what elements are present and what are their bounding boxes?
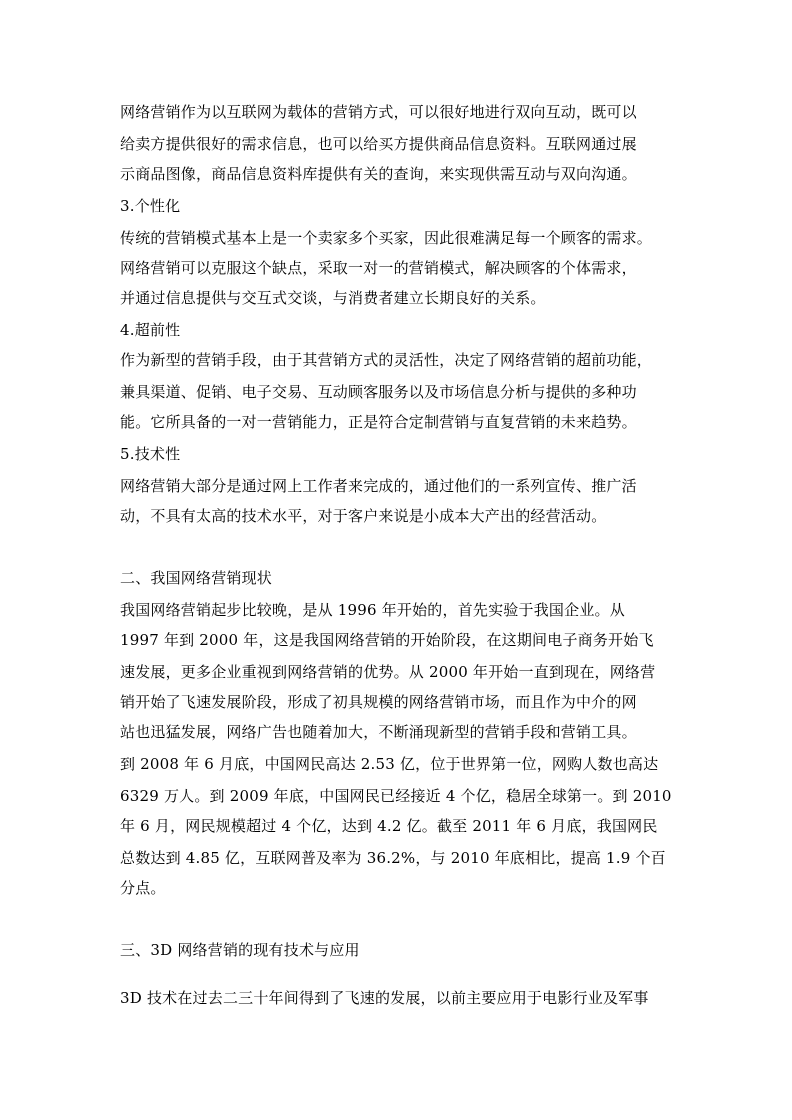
- paragraph-line: 网络营销大部分是通过网上工作者来完成的，通过他们的一系列宣传、推广活: [120, 477, 637, 495]
- paragraph-line: 年 6 月，网民规模超过 4 个亿，达到 4.2 亿。截至 2011 年 6 月底，我国网民: [120, 817, 658, 835]
- paragraph-line: 速发展，更多企业重视到网络营销的优势。从 2000 年开始一直到现在，网络营: [120, 663, 656, 681]
- paragraph-line: 并通过信息提供与交互式交谈，与消费者建立长期良好的关系。: [120, 289, 546, 307]
- paragraph-line: 我国网络营销起步比较晚，是从 1996 年开始的，首先实验于我国企业。从: [120, 601, 625, 619]
- paragraph-line: 总数达到 4.85 亿，互联网普及率为 36.2%，与 2010 年底相比，提高 1.9 个百: [120, 849, 666, 867]
- paragraph-line: 分点。: [120, 879, 166, 897]
- paragraph-line: 到 2008 年 6 月底，中国网民高达 2.53 亿，位于世界第一位，网购人数也高达: [120, 755, 659, 773]
- paragraph-line: 作为新型的营销手段，由于其营销方式的灵活性，决定了网络营销的超前功能，: [120, 351, 653, 369]
- paragraph-line: 兼具渠道、促销、电子交易、互动顾客服务以及市场信息分析与提供的多种功: [120, 383, 637, 401]
- paragraph-line: 示商品图像，商品信息资料库提供有关的查询，来实现供需互动与双向沟通。: [120, 165, 637, 183]
- paragraph-line: 站也迅猛发展，网络广告也随着加大，不断涌现新型的营销手段和营销工具。: [120, 723, 637, 741]
- chapter-heading: 三、3D 网络营销的现有技术与应用: [120, 941, 360, 959]
- paragraph-line: 动，不具有太高的技术水平，对于客户来说是小成本大产出的经营活动。: [120, 507, 607, 525]
- section-heading: 4.超前性: [120, 321, 181, 339]
- paragraph-line: 6329 万人。到 2009 年底，中国网民已经接近 4 个亿，稳居全球第一。到 2010: [120, 787, 672, 805]
- paragraph-line: 传统的营销模式基本上是一个卖家多个买家，因此很难满足每一个顾客的需求。: [120, 229, 653, 247]
- paragraph-line: 给卖方提供很好的需求信息，也可以给买方提供商品信息资料。互联网通过展: [120, 135, 637, 153]
- paragraph-line: 网络营销可以克服这个缺点，采取一对一的营销模式，解决顾客的个体需求，: [120, 259, 637, 277]
- paragraph-line: 1997 年到 2000 年，这是我国网络营销的开始阶段，在这期间电子商务开始飞: [120, 631, 654, 649]
- chapter-heading: 二、我国网络营销现状: [120, 569, 273, 587]
- section-heading: 5.技术性: [120, 445, 181, 463]
- paragraph-line: 3D 技术在过去二三十年间得到了飞速的发展，以前主要应用于电影行业及军事: [120, 989, 649, 1007]
- paragraph-line: 能。它所具备的一对一营销能力，正是符合定制营销与直复营销的未来趋势。: [120, 413, 637, 431]
- paragraph-line: 网络营销作为以互联网为载体的营销方式，可以很好地进行双向互动，既可以: [120, 103, 637, 121]
- paragraph-line: 销开始了飞速发展阶段，形成了初具规模的网络营销市场，而且作为中介的网: [120, 693, 637, 711]
- section-heading: 3.个性化: [120, 197, 181, 215]
